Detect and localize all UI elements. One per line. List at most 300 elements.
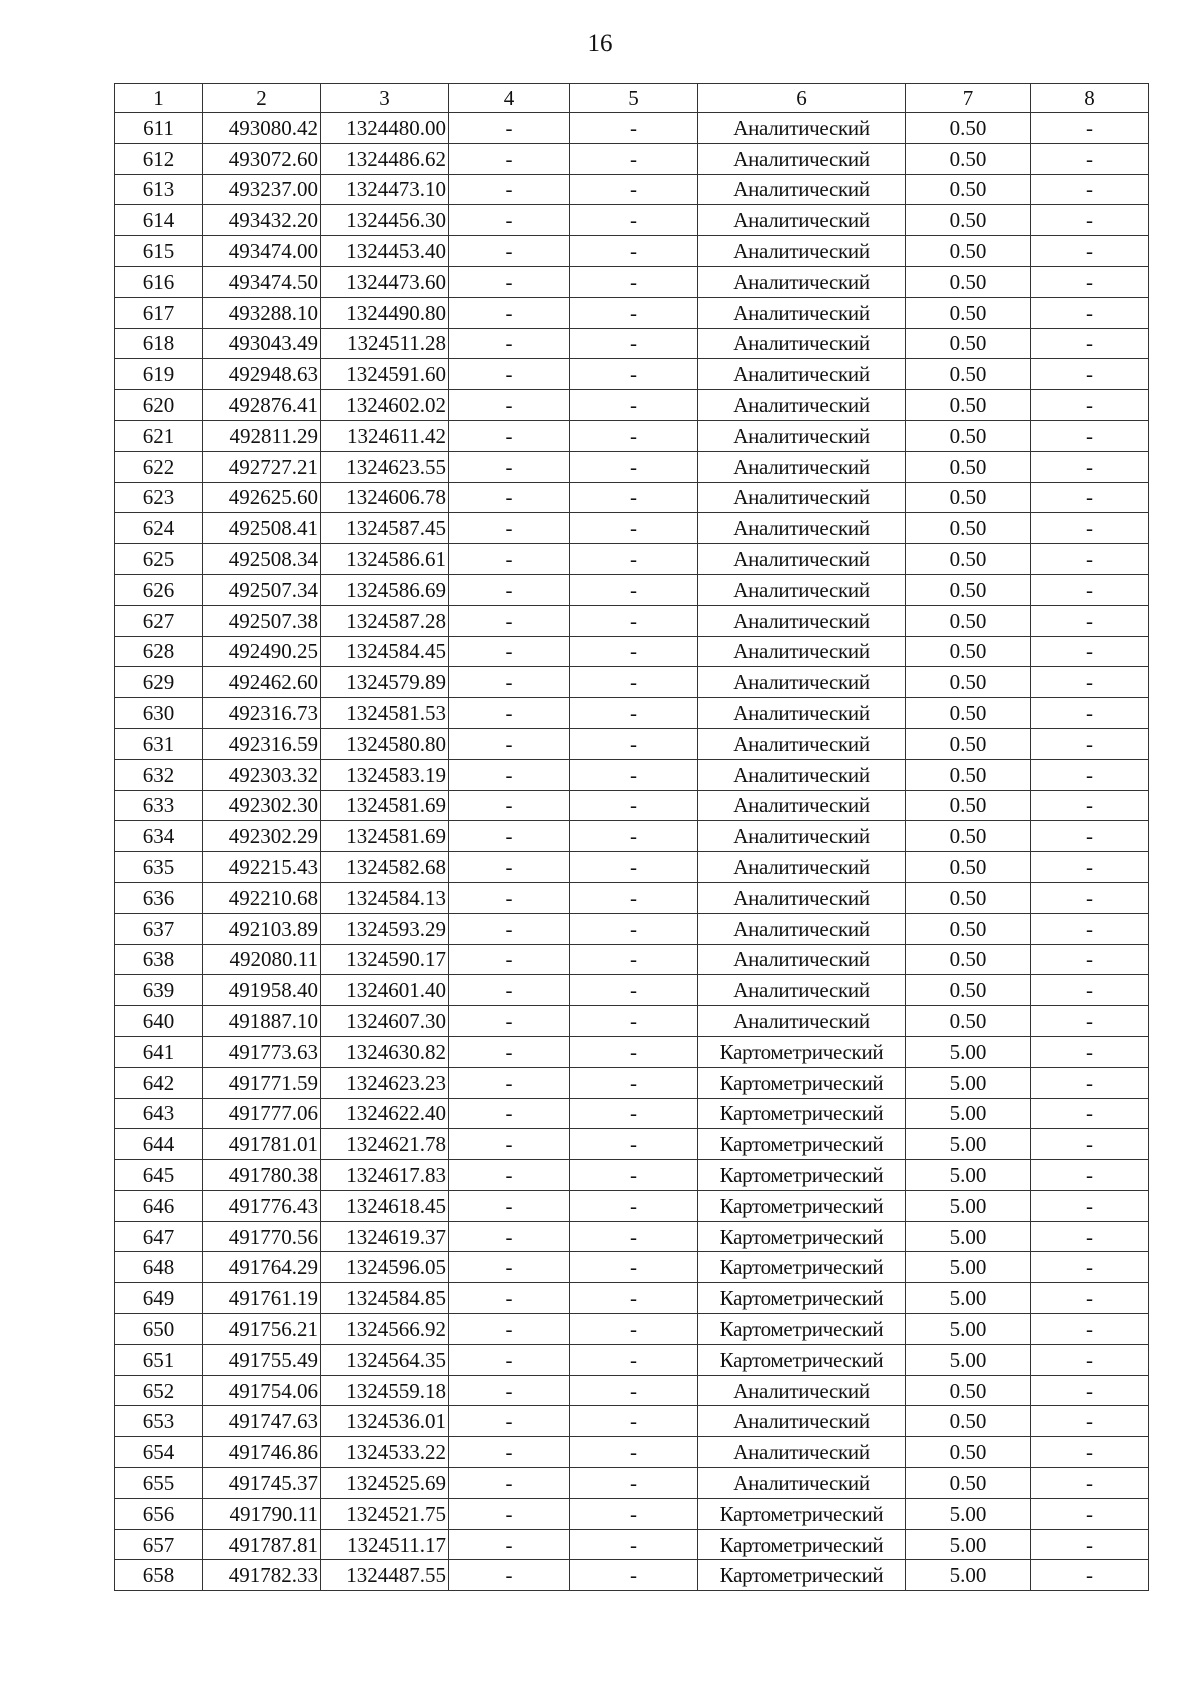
cell-col-5: - bbox=[570, 205, 698, 236]
cell-point-number: 636 bbox=[115, 882, 203, 913]
cell-coord-x: 492462.60 bbox=[203, 667, 321, 698]
cell-point-number: 658 bbox=[115, 1560, 203, 1591]
cell-coord-x: 492727.21 bbox=[203, 451, 321, 482]
table-row bbox=[115, 1344, 1149, 1375]
cell-col-5: - bbox=[570, 1190, 698, 1221]
cell-method: Аналитический bbox=[698, 236, 906, 267]
cell-col-4: - bbox=[449, 821, 570, 852]
cell-col-4: - bbox=[449, 113, 570, 144]
table-row bbox=[115, 236, 1149, 267]
cell-point-number: 618 bbox=[115, 328, 203, 359]
cell-col-4: - bbox=[449, 1098, 570, 1129]
cell-method: Аналитический bbox=[698, 1406, 906, 1437]
cell-col-8: - bbox=[1031, 882, 1149, 913]
table-row bbox=[115, 944, 1149, 975]
cell-col-4: - bbox=[449, 728, 570, 759]
cell-col-5: - bbox=[570, 728, 698, 759]
cell-method: Картометрический bbox=[698, 1160, 906, 1191]
cell-col-8: - bbox=[1031, 205, 1149, 236]
cell-col-8: - bbox=[1031, 1406, 1149, 1437]
cell-coord-x: 493237.00 bbox=[203, 174, 321, 205]
cell-coord-x: 491764.29 bbox=[203, 1252, 321, 1283]
cell-col-8: - bbox=[1031, 513, 1149, 544]
cell-point-number: 640 bbox=[115, 1006, 203, 1037]
table-row bbox=[115, 1006, 1149, 1037]
cell-coord-y: 1324490.80 bbox=[321, 297, 449, 328]
table-row bbox=[115, 174, 1149, 205]
table-row bbox=[115, 698, 1149, 729]
cell-coord-x: 492215.43 bbox=[203, 852, 321, 883]
cell-col-4: - bbox=[449, 482, 570, 513]
cell-method: Картометрический bbox=[698, 1067, 906, 1098]
cell-col-8: - bbox=[1031, 1190, 1149, 1221]
cell-method: Аналитический bbox=[698, 544, 906, 575]
cell-col-4: - bbox=[449, 1283, 570, 1314]
cell-coord-y: 1324581.69 bbox=[321, 790, 449, 821]
cell-point-number: 617 bbox=[115, 297, 203, 328]
cell-accuracy: 0.50 bbox=[906, 882, 1031, 913]
cell-point-number: 635 bbox=[115, 852, 203, 883]
cell-col-4: - bbox=[449, 636, 570, 667]
cell-col-8: - bbox=[1031, 636, 1149, 667]
cell-method: Картометрический bbox=[698, 1283, 906, 1314]
cell-coord-y: 1324611.42 bbox=[321, 420, 449, 451]
table-row bbox=[115, 852, 1149, 883]
cell-point-number: 645 bbox=[115, 1160, 203, 1191]
cell-col-4: - bbox=[449, 1560, 570, 1591]
cell-col-5: - bbox=[570, 1006, 698, 1037]
cell-coord-x: 491782.33 bbox=[203, 1560, 321, 1591]
cell-accuracy: 0.50 bbox=[906, 759, 1031, 790]
table-row bbox=[115, 605, 1149, 636]
cell-method: Картометрический bbox=[698, 1221, 906, 1252]
cell-col-5: - bbox=[570, 882, 698, 913]
cell-point-number: 623 bbox=[115, 482, 203, 513]
cell-coord-x: 491754.06 bbox=[203, 1375, 321, 1406]
cell-point-number: 650 bbox=[115, 1314, 203, 1345]
cell-col-5: - bbox=[570, 297, 698, 328]
cell-method: Картометрический bbox=[698, 1190, 906, 1221]
cell-accuracy: 5.00 bbox=[906, 1160, 1031, 1191]
cell-point-number: 612 bbox=[115, 143, 203, 174]
table-row bbox=[115, 420, 1149, 451]
cell-col-5: - bbox=[570, 913, 698, 944]
cell-col-5: - bbox=[570, 236, 698, 267]
cell-point-number: 621 bbox=[115, 420, 203, 451]
cell-method: Аналитический bbox=[698, 297, 906, 328]
cell-point-number: 657 bbox=[115, 1529, 203, 1560]
cell-col-8: - bbox=[1031, 1314, 1149, 1345]
cell-method: Аналитический bbox=[698, 975, 906, 1006]
cell-col-4: - bbox=[449, 236, 570, 267]
column-header-7: 7 bbox=[906, 84, 1031, 113]
cell-col-8: - bbox=[1031, 451, 1149, 482]
cell-accuracy: 0.50 bbox=[906, 266, 1031, 297]
cell-point-number: 638 bbox=[115, 944, 203, 975]
table-row bbox=[115, 143, 1149, 174]
cell-coord-y: 1324486.62 bbox=[321, 143, 449, 174]
cell-point-number: 624 bbox=[115, 513, 203, 544]
table-row bbox=[115, 1252, 1149, 1283]
cell-col-8: - bbox=[1031, 1468, 1149, 1499]
table-row bbox=[115, 390, 1149, 421]
cell-col-8: - bbox=[1031, 1160, 1149, 1191]
cell-col-4: - bbox=[449, 359, 570, 390]
cell-coord-y: 1324586.61 bbox=[321, 544, 449, 575]
cell-method: Картометрический bbox=[698, 1252, 906, 1283]
cell-col-4: - bbox=[449, 605, 570, 636]
cell-coord-x: 491746.86 bbox=[203, 1437, 321, 1468]
cell-method: Аналитический bbox=[698, 667, 906, 698]
cell-accuracy: 0.50 bbox=[906, 605, 1031, 636]
cell-point-number: 655 bbox=[115, 1468, 203, 1499]
cell-point-number: 647 bbox=[115, 1221, 203, 1252]
cell-col-4: - bbox=[449, 574, 570, 605]
cell-accuracy: 5.00 bbox=[906, 1190, 1031, 1221]
cell-method: Аналитический bbox=[698, 913, 906, 944]
cell-coord-x: 491887.10 bbox=[203, 1006, 321, 1037]
cell-accuracy: 0.50 bbox=[906, 174, 1031, 205]
cell-col-4: - bbox=[449, 975, 570, 1006]
cell-col-4: - bbox=[449, 297, 570, 328]
cell-method: Аналитический bbox=[698, 1006, 906, 1037]
cell-col-4: - bbox=[449, 513, 570, 544]
cell-coord-y: 1324566.92 bbox=[321, 1314, 449, 1345]
cell-coord-y: 1324618.45 bbox=[321, 1190, 449, 1221]
table-row bbox=[115, 205, 1149, 236]
cell-accuracy: 0.50 bbox=[906, 143, 1031, 174]
cell-col-8: - bbox=[1031, 1098, 1149, 1129]
cell-coord-x: 492210.68 bbox=[203, 882, 321, 913]
cell-coord-x: 491747.63 bbox=[203, 1406, 321, 1437]
cell-col-4: - bbox=[449, 451, 570, 482]
cell-col-5: - bbox=[570, 1283, 698, 1314]
cell-method: Аналитический bbox=[698, 1437, 906, 1468]
cell-method: Картометрический bbox=[698, 1529, 906, 1560]
cell-col-4: - bbox=[449, 1344, 570, 1375]
cell-col-5: - bbox=[570, 1560, 698, 1591]
cell-col-5: - bbox=[570, 1252, 698, 1283]
table-row bbox=[115, 574, 1149, 605]
cell-col-5: - bbox=[570, 544, 698, 575]
cell-coord-y: 1324583.19 bbox=[321, 759, 449, 790]
cell-coord-y: 1324559.18 bbox=[321, 1375, 449, 1406]
cell-method: Аналитический bbox=[698, 944, 906, 975]
cell-coord-y: 1324511.28 bbox=[321, 328, 449, 359]
cell-col-8: - bbox=[1031, 328, 1149, 359]
cell-method: Аналитический bbox=[698, 698, 906, 729]
cell-coord-y: 1324453.40 bbox=[321, 236, 449, 267]
cell-coord-y: 1324590.17 bbox=[321, 944, 449, 975]
column-header-8: 8 bbox=[1031, 84, 1149, 113]
cell-col-5: - bbox=[570, 574, 698, 605]
cell-coord-y: 1324533.22 bbox=[321, 1437, 449, 1468]
cell-col-4: - bbox=[449, 698, 570, 729]
cell-coord-x: 492080.11 bbox=[203, 944, 321, 975]
cell-col-8: - bbox=[1031, 1006, 1149, 1037]
cell-col-8: - bbox=[1031, 544, 1149, 575]
cell-point-number: 620 bbox=[115, 390, 203, 421]
cell-method: Аналитический bbox=[698, 420, 906, 451]
cell-point-number: 614 bbox=[115, 205, 203, 236]
table-header-row bbox=[115, 84, 1149, 113]
cell-col-4: - bbox=[449, 1406, 570, 1437]
cell-method: Аналитический bbox=[698, 143, 906, 174]
cell-coord-y: 1324591.60 bbox=[321, 359, 449, 390]
cell-point-number: 648 bbox=[115, 1252, 203, 1283]
cell-point-number: 649 bbox=[115, 1283, 203, 1314]
cell-col-8: - bbox=[1031, 143, 1149, 174]
column-header-3: 3 bbox=[321, 84, 449, 113]
cell-col-8: - bbox=[1031, 1036, 1149, 1067]
cell-coord-x: 493474.00 bbox=[203, 236, 321, 267]
cell-col-8: - bbox=[1031, 1560, 1149, 1591]
cell-coord-x: 492316.59 bbox=[203, 728, 321, 759]
cell-col-8: - bbox=[1031, 913, 1149, 944]
cell-col-5: - bbox=[570, 328, 698, 359]
cell-col-4: - bbox=[449, 328, 570, 359]
cell-col-5: - bbox=[570, 1098, 698, 1129]
cell-accuracy: 5.00 bbox=[906, 1129, 1031, 1160]
cell-point-number: 639 bbox=[115, 975, 203, 1006]
cell-col-8: - bbox=[1031, 266, 1149, 297]
cell-col-5: - bbox=[570, 790, 698, 821]
cell-coord-y: 1324621.78 bbox=[321, 1129, 449, 1160]
cell-point-number: 626 bbox=[115, 574, 203, 605]
cell-point-number: 634 bbox=[115, 821, 203, 852]
cell-col-8: - bbox=[1031, 420, 1149, 451]
cell-coord-x: 491780.38 bbox=[203, 1160, 321, 1191]
cell-coord-x: 492948.63 bbox=[203, 359, 321, 390]
cell-col-8: - bbox=[1031, 759, 1149, 790]
cell-coord-x: 492876.41 bbox=[203, 390, 321, 421]
cell-col-5: - bbox=[570, 359, 698, 390]
table-row bbox=[115, 1067, 1149, 1098]
cell-accuracy: 5.00 bbox=[906, 1314, 1031, 1345]
cell-accuracy: 0.50 bbox=[906, 1375, 1031, 1406]
cell-point-number: 654 bbox=[115, 1437, 203, 1468]
cell-col-4: - bbox=[449, 1160, 570, 1191]
cell-coord-y: 1324617.83 bbox=[321, 1160, 449, 1191]
table-row bbox=[115, 975, 1149, 1006]
cell-accuracy: 0.50 bbox=[906, 297, 1031, 328]
cell-coord-y: 1324587.45 bbox=[321, 513, 449, 544]
cell-coord-x: 491745.37 bbox=[203, 1468, 321, 1499]
table-row bbox=[115, 1160, 1149, 1191]
cell-col-4: - bbox=[449, 759, 570, 790]
cell-col-5: - bbox=[570, 1129, 698, 1160]
cell-accuracy: 0.50 bbox=[906, 544, 1031, 575]
cell-col-8: - bbox=[1031, 1067, 1149, 1098]
cell-point-number: 630 bbox=[115, 698, 203, 729]
cell-coord-x: 492507.38 bbox=[203, 605, 321, 636]
cell-col-4: - bbox=[449, 390, 570, 421]
cell-col-8: - bbox=[1031, 1437, 1149, 1468]
column-header-1: 1 bbox=[115, 84, 203, 113]
cell-coord-x: 493080.42 bbox=[203, 113, 321, 144]
table-row bbox=[115, 513, 1149, 544]
cell-coord-y: 1324607.30 bbox=[321, 1006, 449, 1037]
cell-col-4: - bbox=[449, 1375, 570, 1406]
cell-coord-y: 1324525.69 bbox=[321, 1468, 449, 1499]
cell-accuracy: 0.50 bbox=[906, 1006, 1031, 1037]
cell-col-8: - bbox=[1031, 1252, 1149, 1283]
table-row bbox=[115, 1314, 1149, 1345]
table-row bbox=[115, 1221, 1149, 1252]
cell-col-4: - bbox=[449, 667, 570, 698]
table-row bbox=[115, 1375, 1149, 1406]
cell-col-8: - bbox=[1031, 1498, 1149, 1529]
cell-point-number: 637 bbox=[115, 913, 203, 944]
cell-col-8: - bbox=[1031, 605, 1149, 636]
cell-col-4: - bbox=[449, 1498, 570, 1529]
cell-accuracy: 0.50 bbox=[906, 1406, 1031, 1437]
cell-col-5: - bbox=[570, 390, 698, 421]
cell-coord-y: 1324584.85 bbox=[321, 1283, 449, 1314]
cell-coord-y: 1324619.37 bbox=[321, 1221, 449, 1252]
table-row bbox=[115, 728, 1149, 759]
cell-accuracy: 0.50 bbox=[906, 236, 1031, 267]
cell-accuracy: 5.00 bbox=[906, 1344, 1031, 1375]
cell-point-number: 628 bbox=[115, 636, 203, 667]
cell-coord-x: 493474.50 bbox=[203, 266, 321, 297]
cell-coord-y: 1324581.69 bbox=[321, 821, 449, 852]
cell-method: Картометрический bbox=[698, 1098, 906, 1129]
table-row bbox=[115, 1529, 1149, 1560]
cell-col-8: - bbox=[1031, 790, 1149, 821]
cell-col-8: - bbox=[1031, 975, 1149, 1006]
table-row bbox=[115, 1190, 1149, 1221]
table-row bbox=[115, 759, 1149, 790]
cell-method: Картометрический bbox=[698, 1344, 906, 1375]
cell-coord-x: 493072.60 bbox=[203, 143, 321, 174]
column-header-6: 6 bbox=[698, 84, 906, 113]
cell-col-5: - bbox=[570, 1344, 698, 1375]
cell-col-5: - bbox=[570, 975, 698, 1006]
cell-method: Аналитический bbox=[698, 636, 906, 667]
cell-accuracy: 0.50 bbox=[906, 852, 1031, 883]
cell-coord-y: 1324596.05 bbox=[321, 1252, 449, 1283]
cell-method: Картометрический bbox=[698, 1129, 906, 1160]
cell-accuracy: 0.50 bbox=[906, 359, 1031, 390]
cell-col-8: - bbox=[1031, 944, 1149, 975]
cell-col-8: - bbox=[1031, 390, 1149, 421]
cell-coord-y: 1324564.35 bbox=[321, 1344, 449, 1375]
cell-method: Аналитический bbox=[698, 482, 906, 513]
cell-coord-y: 1324480.00 bbox=[321, 113, 449, 144]
cell-col-5: - bbox=[570, 1468, 698, 1499]
cell-col-5: - bbox=[570, 944, 698, 975]
table-row bbox=[115, 1129, 1149, 1160]
cell-point-number: 641 bbox=[115, 1036, 203, 1067]
cell-method: Аналитический bbox=[698, 513, 906, 544]
cell-col-8: - bbox=[1031, 1375, 1149, 1406]
cell-method: Аналитический bbox=[698, 1468, 906, 1499]
cell-coord-x: 491787.81 bbox=[203, 1529, 321, 1560]
cell-method: Аналитический bbox=[698, 113, 906, 144]
cell-col-8: - bbox=[1031, 297, 1149, 328]
cell-coord-x: 492508.41 bbox=[203, 513, 321, 544]
cell-col-8: - bbox=[1031, 174, 1149, 205]
cell-point-number: 615 bbox=[115, 236, 203, 267]
cell-coord-x: 492303.32 bbox=[203, 759, 321, 790]
cell-point-number: 642 bbox=[115, 1067, 203, 1098]
cell-accuracy: 5.00 bbox=[906, 1098, 1031, 1129]
cell-col-4: - bbox=[449, 1036, 570, 1067]
cell-col-8: - bbox=[1031, 821, 1149, 852]
cell-col-5: - bbox=[570, 605, 698, 636]
cell-coord-x: 491781.01 bbox=[203, 1129, 321, 1160]
cell-coord-x: 491771.59 bbox=[203, 1067, 321, 1098]
table-row bbox=[115, 451, 1149, 482]
cell-accuracy: 5.00 bbox=[906, 1221, 1031, 1252]
cell-coord-x: 491776.43 bbox=[203, 1190, 321, 1221]
cell-coord-y: 1324622.40 bbox=[321, 1098, 449, 1129]
cell-method: Аналитический bbox=[698, 790, 906, 821]
cell-col-5: - bbox=[570, 1314, 698, 1345]
cell-col-5: - bbox=[570, 143, 698, 174]
cell-method: Аналитический bbox=[698, 605, 906, 636]
cell-method: Картометрический bbox=[698, 1560, 906, 1591]
cell-col-8: - bbox=[1031, 1221, 1149, 1252]
cell-coord-x: 493288.10 bbox=[203, 297, 321, 328]
cell-method: Аналитический bbox=[698, 728, 906, 759]
table-row bbox=[115, 1498, 1149, 1529]
cell-coord-x: 491755.49 bbox=[203, 1344, 321, 1375]
cell-point-number: 616 bbox=[115, 266, 203, 297]
table-row bbox=[115, 297, 1149, 328]
cell-col-4: - bbox=[449, 913, 570, 944]
cell-point-number: 633 bbox=[115, 790, 203, 821]
cell-method: Аналитический bbox=[698, 574, 906, 605]
cell-col-8: - bbox=[1031, 236, 1149, 267]
cell-accuracy: 0.50 bbox=[906, 913, 1031, 944]
cell-accuracy: 0.50 bbox=[906, 390, 1031, 421]
cell-accuracy: 0.50 bbox=[906, 1437, 1031, 1468]
cell-accuracy: 5.00 bbox=[906, 1529, 1031, 1560]
cell-coord-y: 1324623.23 bbox=[321, 1067, 449, 1098]
cell-coord-y: 1324456.30 bbox=[321, 205, 449, 236]
cell-coord-y: 1324473.10 bbox=[321, 174, 449, 205]
cell-coord-x: 491770.56 bbox=[203, 1221, 321, 1252]
cell-point-number: 629 bbox=[115, 667, 203, 698]
cell-point-number: 625 bbox=[115, 544, 203, 575]
cell-method: Аналитический bbox=[698, 1375, 906, 1406]
cell-coord-y: 1324487.55 bbox=[321, 1560, 449, 1591]
cell-method: Аналитический bbox=[698, 174, 906, 205]
cell-col-5: - bbox=[570, 266, 698, 297]
cell-coord-x: 492625.60 bbox=[203, 482, 321, 513]
cell-coord-y: 1324593.29 bbox=[321, 913, 449, 944]
cell-coord-x: 492103.89 bbox=[203, 913, 321, 944]
cell-col-5: - bbox=[570, 1406, 698, 1437]
cell-point-number: 651 bbox=[115, 1344, 203, 1375]
cell-col-8: - bbox=[1031, 728, 1149, 759]
cell-coord-y: 1324587.28 bbox=[321, 605, 449, 636]
cell-accuracy: 0.50 bbox=[906, 420, 1031, 451]
cell-coord-y: 1324584.45 bbox=[321, 636, 449, 667]
cell-col-4: - bbox=[449, 1067, 570, 1098]
table-row bbox=[115, 544, 1149, 575]
column-header-5: 5 bbox=[570, 84, 698, 113]
cell-coord-y: 1324601.40 bbox=[321, 975, 449, 1006]
cell-accuracy: 5.00 bbox=[906, 1067, 1031, 1098]
cell-col-5: - bbox=[570, 1067, 698, 1098]
cell-method: Аналитический bbox=[698, 882, 906, 913]
cell-col-5: - bbox=[570, 852, 698, 883]
table-row bbox=[115, 882, 1149, 913]
table-row bbox=[115, 667, 1149, 698]
